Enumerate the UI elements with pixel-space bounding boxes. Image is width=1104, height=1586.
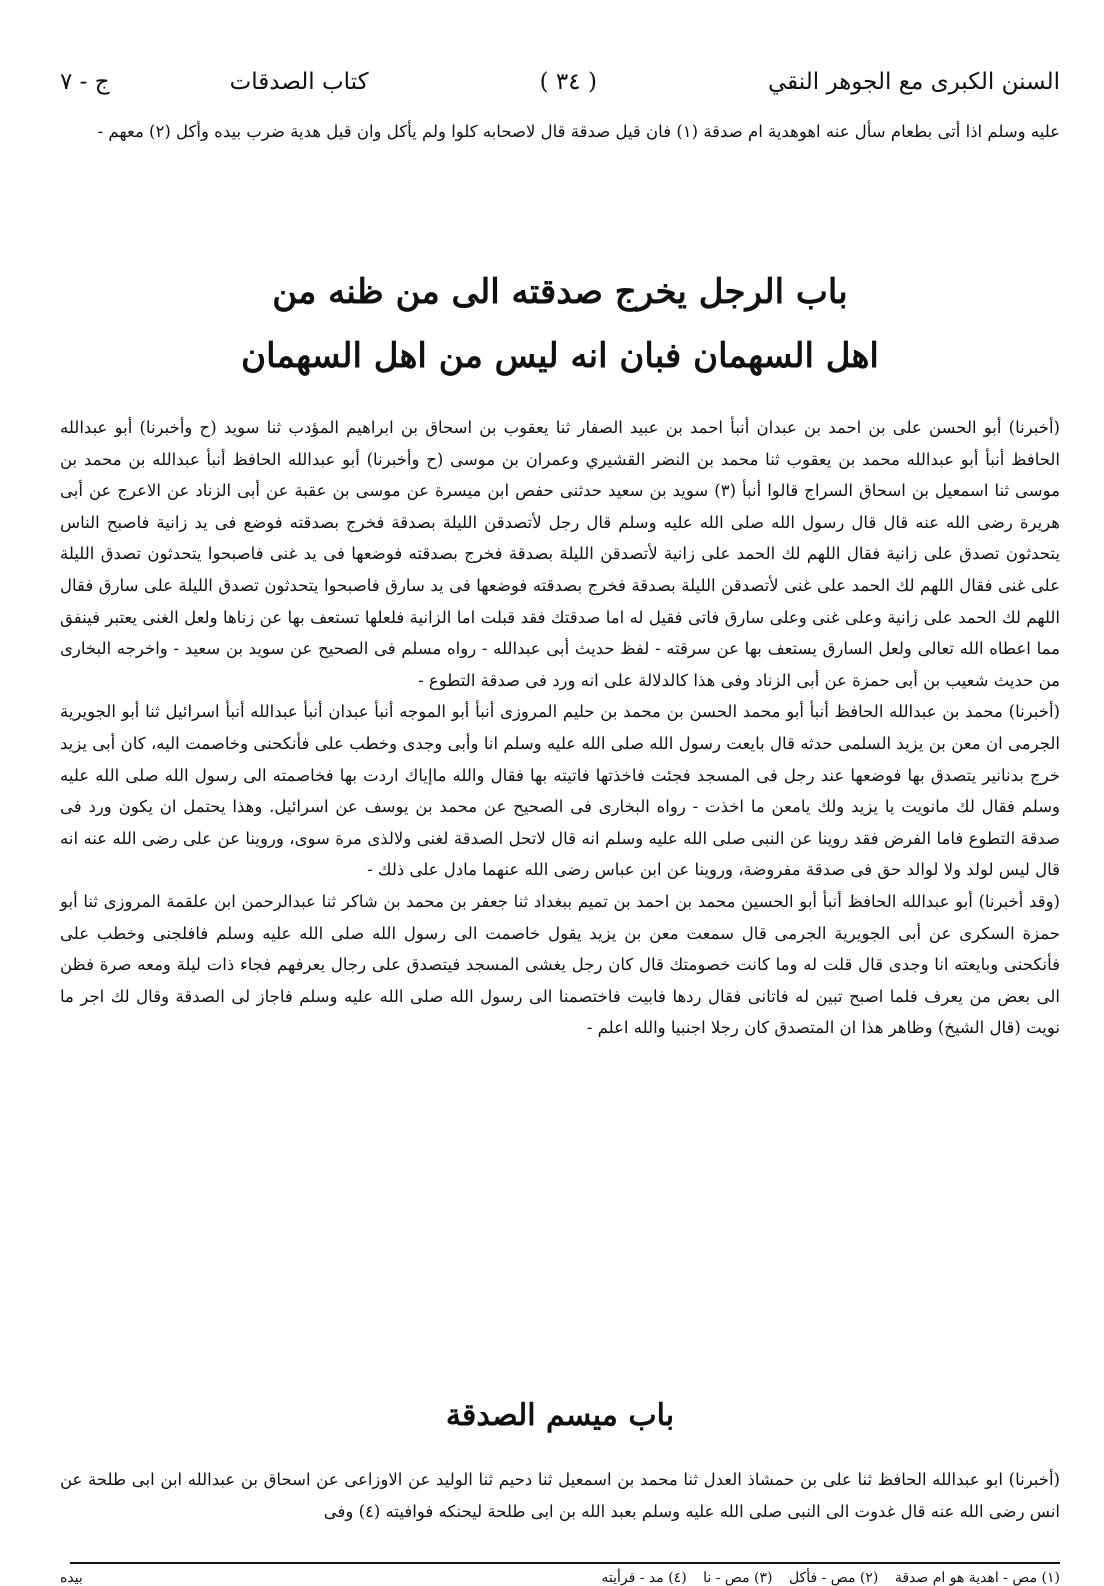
- page-number: ( ٣٤ ): [539, 69, 597, 95]
- chapter1-title-line2: اهل السهمان فبان انه ليس من اهل السهمان: [241, 336, 879, 376]
- footnote-3: (٣) مص - نا: [703, 1570, 773, 1586]
- volume-number: ج - ٧: [60, 69, 110, 95]
- intro-text: عليه وسلم اذا أتى بطعام سأل عنه اهوهدية ام صدقة (١) فان قيل صدقة قال لاصحابه كلوا ولم يأكل وان قيل هدية ضرب بيده وأكل (٢) معهم -: [97, 122, 1060, 141]
- footnote-2: (٢) مص - فأكل: [788, 1570, 879, 1586]
- header-left-group: [60, 69, 369, 95]
- footnote-list: [589, 1570, 1060, 1586]
- chapter2-title: باب ميسم الصدقة: [445, 1398, 675, 1433]
- chapter-name: كتاب الصدقات: [229, 69, 369, 95]
- hadith-paragraph-1: (أخبرنا) أبو الحسن على بن احمد بن عبدان أنبأ احمد بن عبيد الصفار ثنا يعقوب بن اسحاق بن ابراهيم المؤدب ثنا سويد (ح وأخبرنا) أبو عبدالله الحافظ أنبأ أبو عبدالله محمد بن يعقوب ثنا محمد بن النضر القشيري وعمران بن موسى (ح وأخبرنا) أبو عبدالله الحافظ أنبأ عبدالله بن محمد بن موسى ثنا اسمعيل بن اسحاق السراج قالوا أنبأ (٣) سويد بن سعيد حدثنى حفص ابن ميسرة عن موسى بن عقبة عن أبى الزناد عن الاعرج عن أبى هريرة رضى الله عنه قال قال رسول الله صلى الله عليه وسلم قال رجل لأتصدقن الليلة بصدقة فخرج بصدقته فوضع فى يد زانية فاصبح الناس يتحدثون تصدق على زانية فقال اللهم لك الحمد على زانية لأتصدقن الليلة بصدقة فخرج بصدقته فوضعها فى يد غنى فاصبحوا يتحدثون تصدق الليلة على غنى فقال اللهم لك الحمد على غنى لأتصدقن الليلة بصدقة فخرج بصدقته فوضعها فى يد سارق فاصبحوا يتحدثون تصدق الليلة على سارق فقال اللهم لك الحمد على زانية وعلى غنى وعلى سارق فاتى فقيل له اما صدقتك فقد قبلت اما الزانية فلعلها تستعف بها عن زناها ولعل الغنى يعتبر فينفق مما اعطاه الله تعالى ولعل السارق يستعف بها عن سرقته - لفظ حديث أبى عبدالله - رواه مسلم فى الصحيح عن سويد بن سعيد - واخرجه البخارى من حديث شعيب بن أبى حمزة عن أبى الزناد وفى هذا كالدلالة على انه ورد فى صدقة التطوع -: [60, 418, 1060, 690]
- footnotes: [60, 1570, 1060, 1586]
- running-header: [60, 60, 1060, 104]
- page: [60, 60, 1060, 1586]
- chapter1-body: [60, 412, 1060, 1044]
- footnote-1: (١) مص - اهدية هو ام صدقة: [894, 1570, 1060, 1586]
- chapter1-title: [60, 260, 1060, 388]
- hadith-paragraph-2: (أخبرنا) محمد بن عبدالله الحافظ أنبأ أبو محمد الحسن بن محمد بن حليم المروزى أنبأ أبو الموجه أنبأ عبدان أنبأ عبدالله أنبأ اسرائيل ثنا أبو الجويرية الجرمى ان معن بن يزيد السلمى حدثه قال بايعت رسول الله صلى الله عليه وسلم انا وأبى وجدى وخطب على فأنكحنى وخاصمت اليه، كان أبى يزيد خرج بدنانير يتصدق بها فوضعها عند رجل فى المسجد فجئت فاخذتها فاتيته بها فقال والله ماإياك اردت بها فخاصمته الى رسول الله صلى الله عليه وسلم فقال لك مانويت يا يزيد ولك يامعن ما اخذت - رواه البخارى فى الصحيح عن محمد بن يوسف عن اسرائيل. وهذا يحتمل ان يكون ورد فى صدقة التطوع فاما الفرض فقد روينا عن النبى صلى الله عليه وسلم انه قال لاتحل الصدقة لغنى ولالذى مرة سوى، وروينا عن على رضى الله عنه انه قال ليس لولد ولا لوالد حق فى صدقة مفروضة، وروينا عن ابن عباس رضى الله عنهما مادل على ذلك -: [60, 702, 1060, 880]
- hadith-paragraph-3: (وقد أخبرنا) أبو عبدالله الحافظ أنبأ أبو الحسين محمد بن احمد بن تميم ببغداد ثنا جعفر بن محمد بن شاكر ثنا عبدالرحمن ابن علقمة المروزى ثنا أبو حمزة السكرى عن أبى الجويرية الجرمى قال سمعت معن بن يزيد يقول خاصمت الى رسول الله صلى الله عليه وسلم فافلجنى وخطب على فأنكحنى وبايعته انا وجدى قال قلت له وما كانت خصومتك قال كان رجل يغشى المسجد فيتصدق على رجال يعرفهم فجاء ذات ليلة ومعه صرة فظن الى بعض من يعرف فلما اصبح تبين له فاتانى فقال ردها فابيت فاختصمنا الى رسول الله صلى الله عليه وسلم فاجاز لى الصدقة وقال لك اجر ما نويت (قال الشيخ) وظاهر هذا ان المتصدق كان رجلا اجنبيا والله اعلم -: [60, 891, 1060, 1038]
- chapter1-title-line1: باب الرجل يخرج صدقته الى من ظنه من: [272, 272, 848, 312]
- footnote-4: (٤) مد - فرأيته: [601, 1570, 687, 1586]
- book-title: السنن الكبرى مع الجوهر النقي: [768, 69, 1060, 95]
- footnote-divider: [70, 1562, 1060, 1564]
- catchword: بيده: [60, 1570, 83, 1586]
- chapter2-paragraph: (أخبرنا) ابو عبدالله الحافظ ثنا على بن حمشاذ العدل ثنا محمد بن اسمعيل ثنا دحيم ثنا الوليد عن الاوزاعى عن اسحاق بن عبدالله ابن ابى طلحة عن انس رضى الله عنه قال غدوت الى النبى صلى الله عليه وسلم بعبد الله بن ابى طلحة ليحنكه فوافيته (٤) وفى: [60, 1470, 1060, 1521]
